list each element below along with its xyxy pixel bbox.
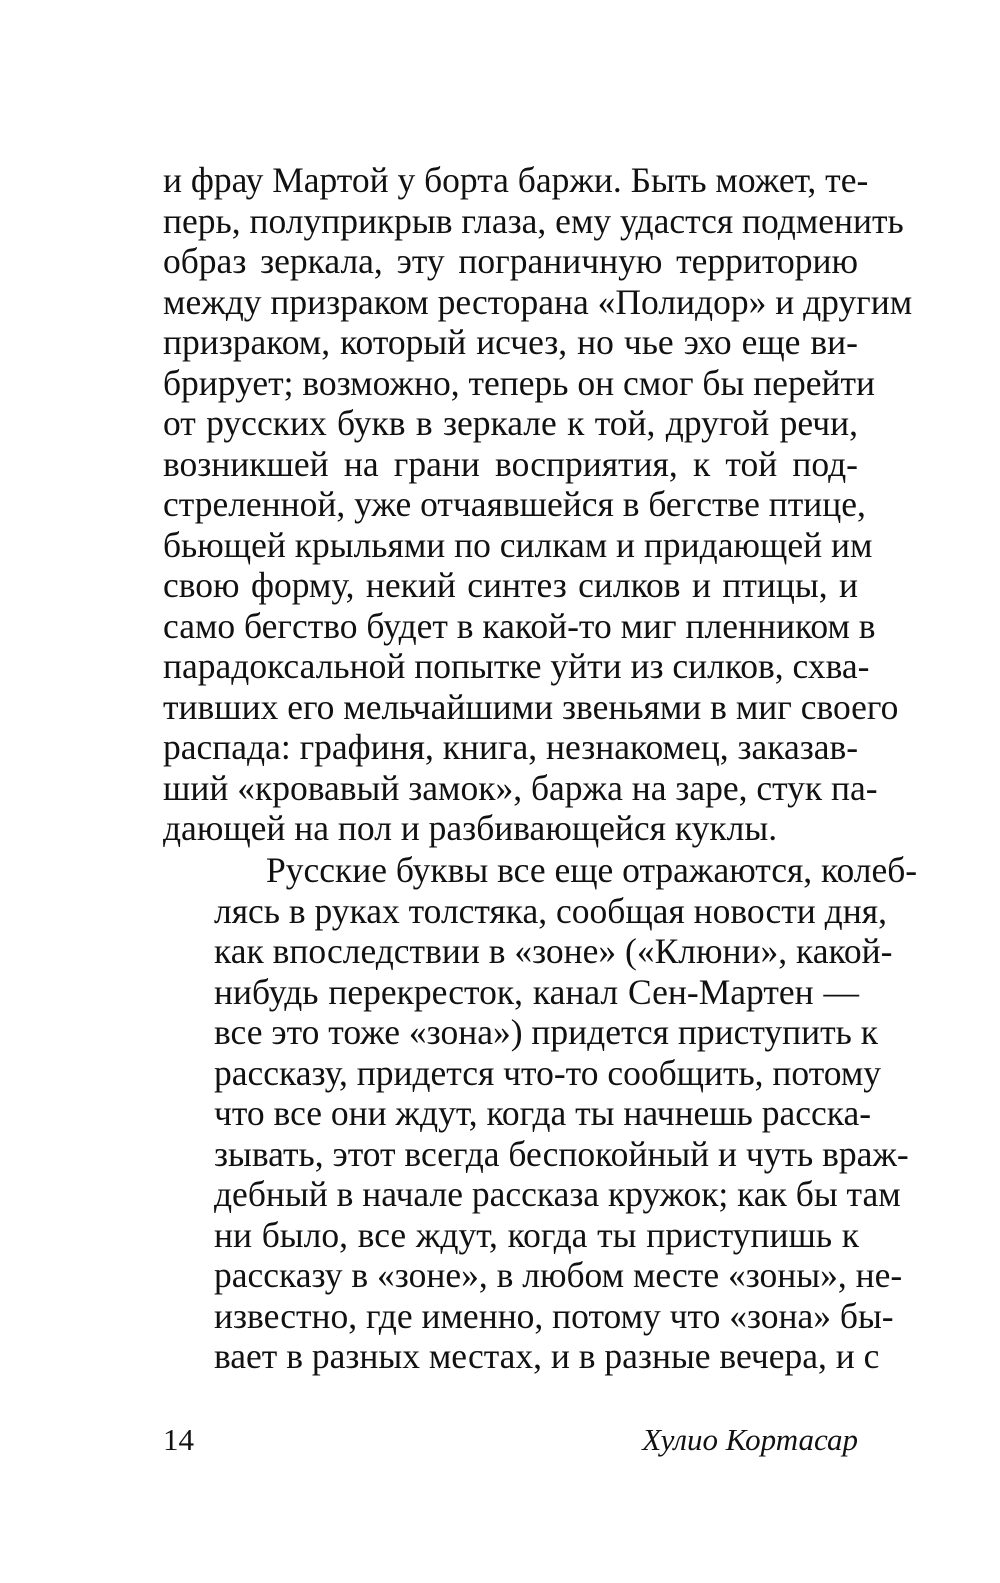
page-number: 14	[163, 1422, 194, 1457]
text-line: парадоксальной попытке уйти из силков, схва-	[163, 646, 870, 686]
paragraph-1	[163, 160, 913, 849]
text-line: тивших его мельчайшими звеньями в миг своего	[163, 686, 899, 727]
paragraph-2	[214, 850, 918, 1377]
text-line: образ зеркала, эту пограничную территорию	[163, 241, 858, 281]
text-line: от русских букв в зеркале к той, другой речи,	[163, 403, 858, 443]
text-line: призраком, который исчез, но чье эхо еще ви-	[163, 322, 858, 362]
text-line: ший «кровавый замок», баржа на заре, стук па-	[163, 767, 878, 808]
text-line: стреленной, уже отчаявшейся в бегстве птице,	[163, 484, 866, 524]
text-line: Русские буквы все еще отражаются, колеб-	[266, 850, 918, 890]
text-line: нибудь перекресток, канал Сен-Мартен —	[214, 971, 859, 1012]
text-line: рассказу в «зоне», в любом месте «зоны», не-	[214, 1255, 903, 1295]
text-line: что все они ждут, когда ты начнешь расска-	[214, 1093, 872, 1133]
text-line: и фрау Мартой у борта баржи. Быть может, те-	[163, 160, 869, 200]
text-line: распада: графиня, книга, незнакомец, заказав-	[163, 727, 859, 767]
text-line: все это тоже «зона») придется приступить к	[214, 1012, 878, 1052]
text-line: само бегство будет в какой-то миг пленником в	[163, 605, 876, 646]
text-line: свою форму, некий синтез силков и птицы, и	[163, 565, 858, 605]
text-line: бьющей крыльями по силкам и придающей им	[163, 524, 873, 565]
running-title: Хулио Кортасар	[642, 1422, 858, 1457]
text-line: ни было, все ждут, когда ты приступишь к	[214, 1214, 859, 1255]
text-line: как впоследствии в «зоне» («Клюни», какой-	[214, 931, 893, 971]
text-line: между призраком ресторана «Полидор» и другим	[163, 281, 913, 322]
text-line: зывать, этот всегда беспокойный и чуть враж-	[214, 1133, 909, 1174]
text-line: брирует; возможно, теперь он смог бы перейти	[163, 362, 875, 403]
text-line: рассказу, придется что-то сообщить, потому	[214, 1052, 882, 1093]
text-line: известно, где именно, потому что «зона» бы-	[214, 1295, 894, 1336]
text-line: дающей на пол и разбивающейся куклы.	[163, 808, 778, 848]
text-line: дебный в начале рассказа кружок; как бы там	[214, 1174, 901, 1214]
text-line: возникшей на грани восприятия, к той под-	[163, 443, 858, 484]
text-line: перь, полуприкрыв глаза, ему удастся подменить	[163, 200, 904, 241]
text-line: лясь в руках толстяка, сообщая новости дня,	[214, 890, 887, 931]
text-line: вает в разных местах, и в разные вечера, и с	[214, 1336, 880, 1376]
